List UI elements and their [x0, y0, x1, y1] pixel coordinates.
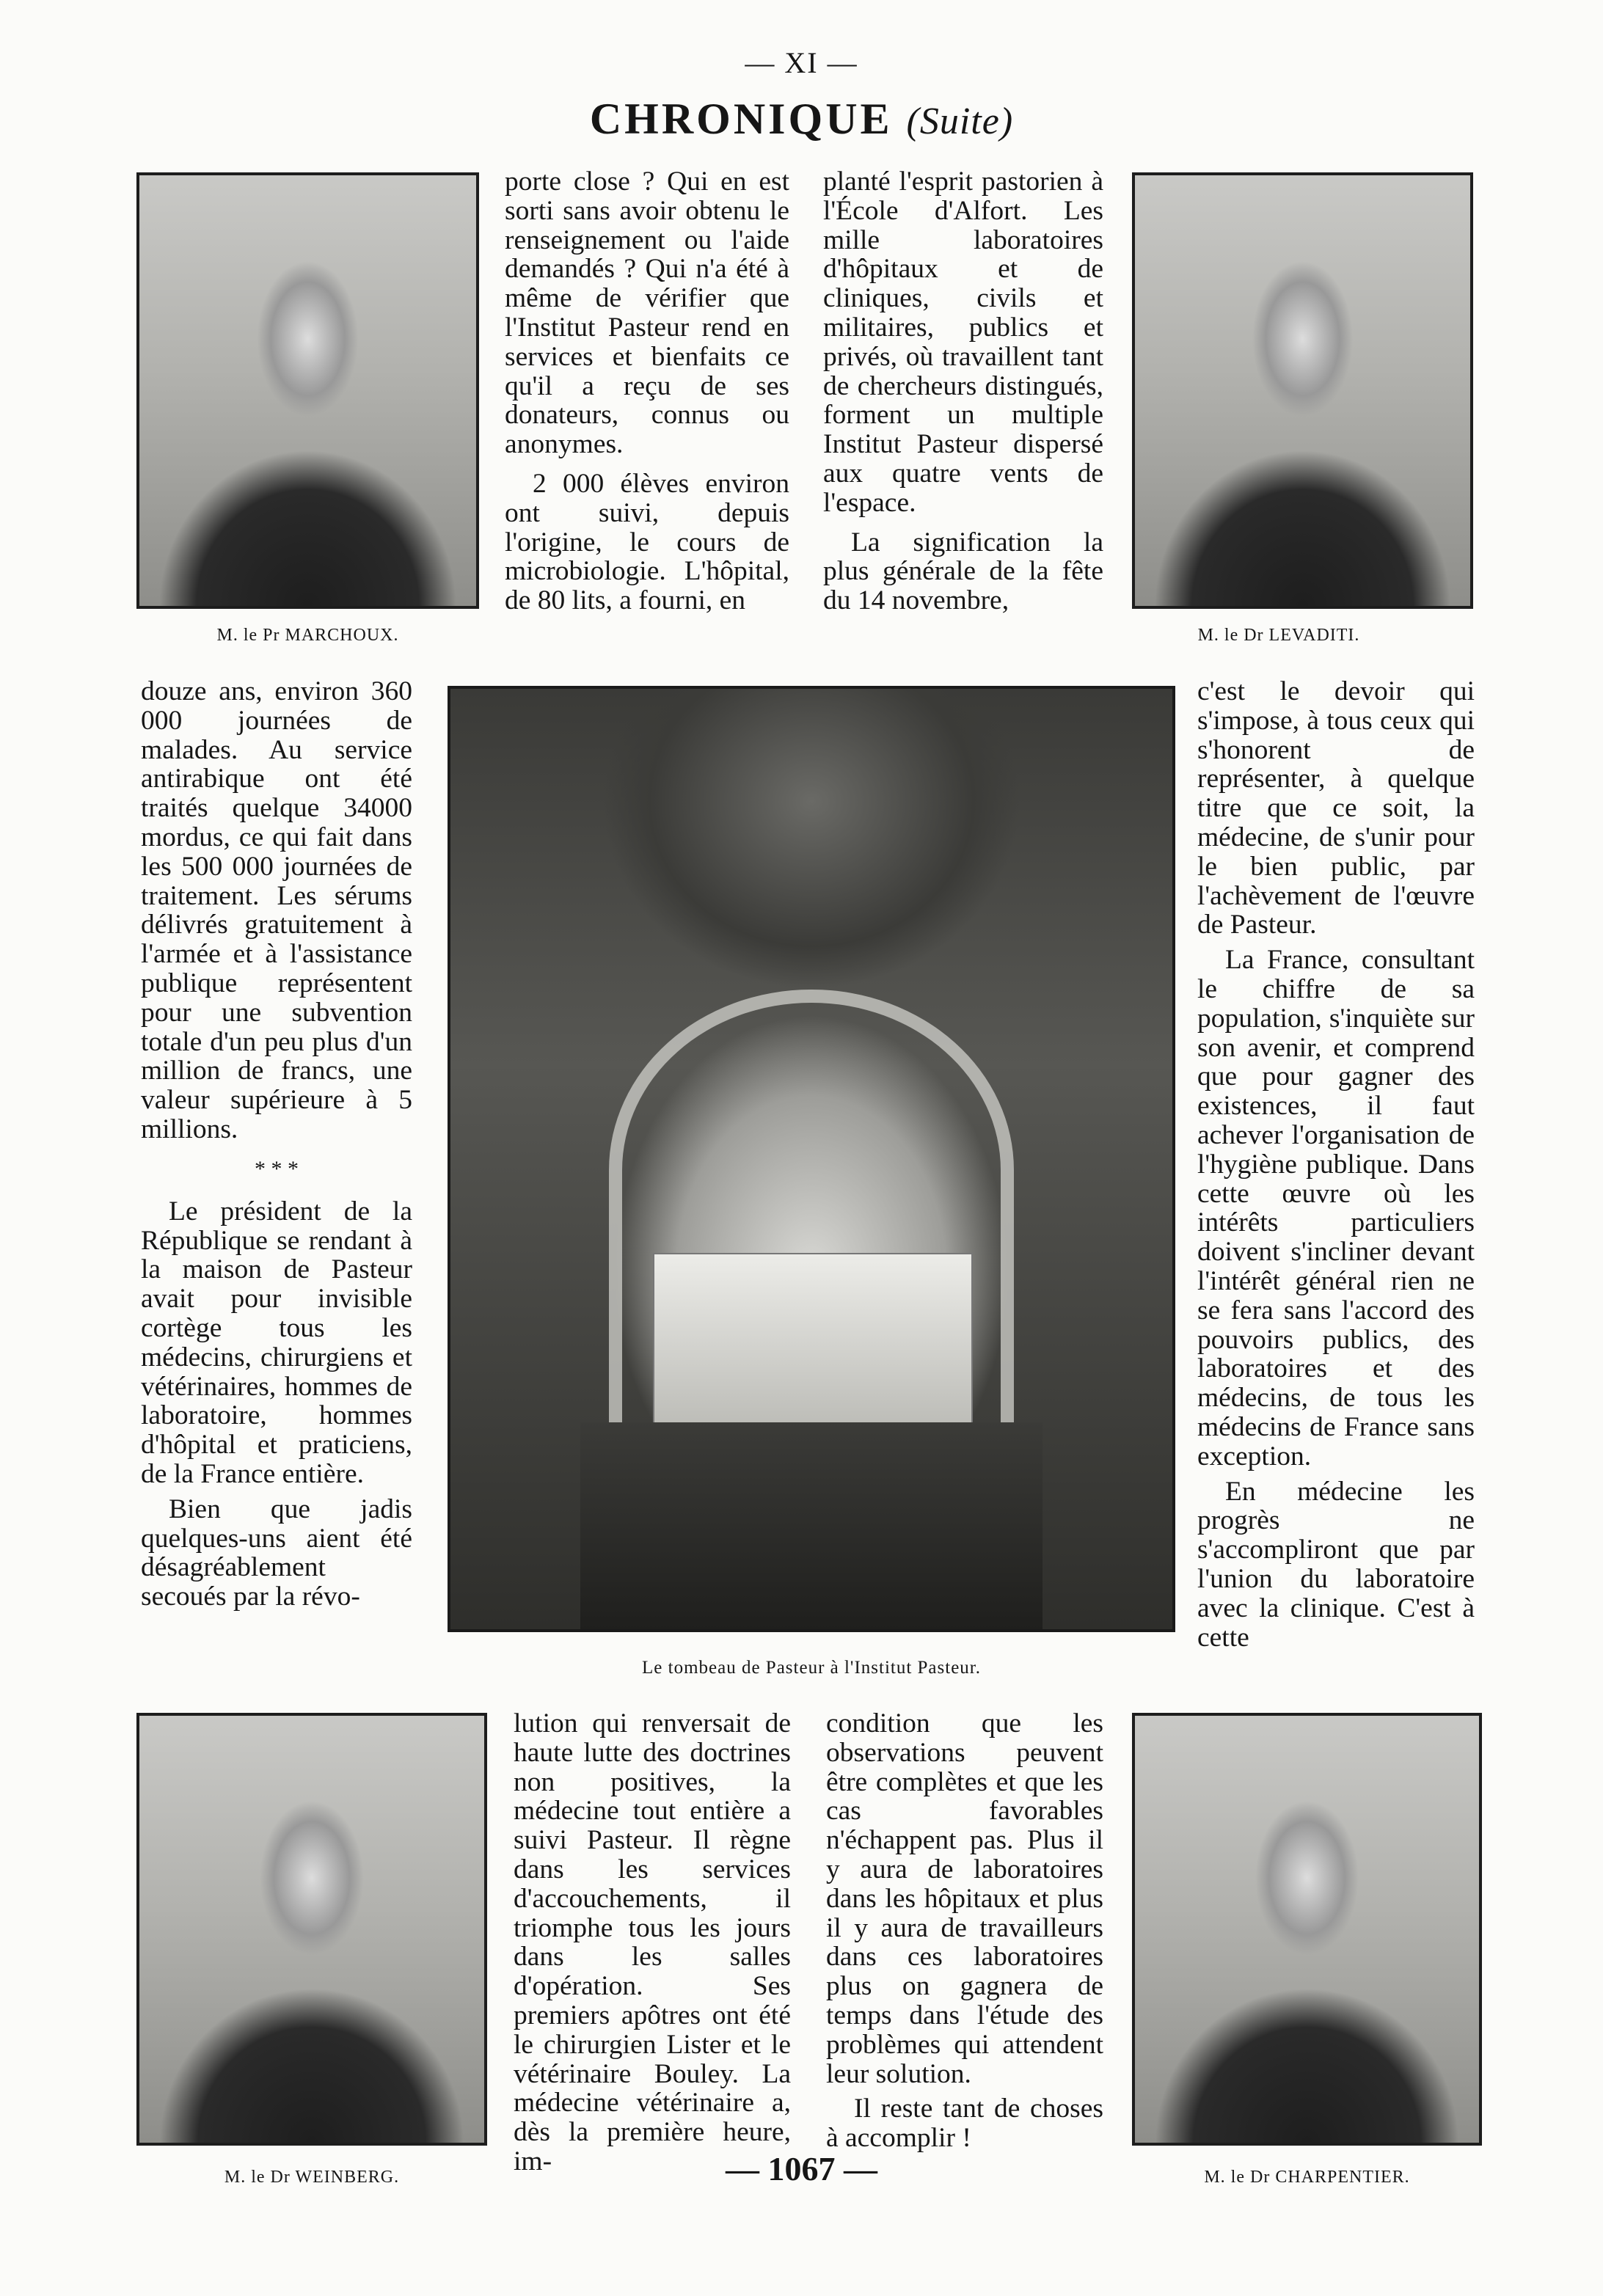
- floor-shape: [580, 1422, 1043, 1629]
- text-column-left: [141, 677, 412, 1617]
- caption-tomb: Le tombeau de Pasteur à l'Institut Pasteur.: [642, 1658, 981, 1678]
- paragraph: porte close ? Qui en est sorti sans avoir obtenu le renseignement ou l'aide demandés ? Qui n'a été à même de vérifier que l'Institut Pasteur rend en services et bienfaits ce qu'il a reçu de ses donateurs, connus ou anonymes.: [505, 167, 789, 460]
- page-title: [0, 94, 1603, 145]
- portrait-charpentier: [1132, 1713, 1482, 2146]
- paragraph: La France, consultant le chiffre de sa population, s'inquiète sur son avenir, et comprend que pour gagner des existences, il faut achever l'organisation de l'hygiène publique. Dans cette œuvre où les intérêts particuliers doivent s'incliner devant l'intérêt général rien ne se fera sans l'accord des pouvoirs publics, des laboratoires et des médecins, de tous les médecins de France sans exception.: [1197, 945, 1475, 1471]
- tomb-photograph: [448, 686, 1175, 1632]
- paragraph: Bien que jadis quelques-uns aient été désagréablement secoués par la révo-: [141, 1494, 412, 1612]
- paragraph: La signification la plus générale de la fête du 14 novembre,: [823, 527, 1103, 616]
- caption-charpentier: M. le Dr CHARPENTIER.: [1204, 2168, 1410, 2187]
- paragraph: 2 000 élèves environ ont suivi, depuis l'origine, le cours de microbiologie. L'hôpital, de 80 lits, a fourni, en: [505, 468, 789, 616]
- text-column-top-middle: [505, 167, 789, 621]
- section-separator: * * *: [255, 1156, 299, 1181]
- paragraph: Le président de la République se rendant à la maison de Pasteur avait pour invisible cortège tous les médecins, chirurgiens et vétérinaires, hommes de laboratoire, hommes d'hôpital et praticiens, de la France entière.: [141, 1196, 412, 1489]
- page-number: — 1067 —: [726, 2150, 877, 2187]
- portrait-weinberg: [136, 1713, 487, 2146]
- paragraph: condition que les observations peuvent être complètes et que les cas favorables n'échappent pas. Plus il y aura de laboratoires dans les hôpitaux et plus il y aura de travailleurs dans ces laboratoires plus on gagnera de temps dans l'étude des problèmes qui attendent leur solution.: [826, 1708, 1103, 2089]
- paragraph: lution qui renversait de haute lutte des doctrines non positives, la médecine tout entière a suivi Pasteur. Il règne dans les services d'accouchements, il triomphe tous les jours dans les salles d'opération. Ses premiers apôtres ont été le chirurgien Lister et le vétérinaire Bouley. La médecine vétérinaire a, dès la première heure, im-: [514, 1708, 791, 2176]
- text-column-bottom-right: [826, 1709, 1103, 2159]
- paragraph: planté l'esprit pastorien à l'École d'Alfort. Les mille laboratoires d'hôpitaux et de cliniques, civils et militaires, publics et privés, où travaillent tant de chercheurs distingués, forment un multiple Institut Pasteur dispersé aux quatre vents de l'espace.: [823, 167, 1103, 518]
- caption-levaditi: M. le Dr LEVADITI.: [1197, 626, 1360, 645]
- portrait-marchoux: [136, 172, 479, 609]
- title-suffix: (Suite): [906, 100, 1014, 142]
- portrait-levaditi: [1132, 172, 1473, 609]
- text-column-right: [1197, 677, 1475, 1658]
- altar-shape: [653, 1253, 974, 1425]
- paragraph: c'est le devoir qui s'impose, à tous ceux qui s'honorent de représenter, à quelque titre que ce soit, la médecine, de s'unir pour le bien public, par l'achèvement de l'œuvre de Pasteur.: [1197, 676, 1475, 940]
- caption-weinberg: M. le Dr WEINBERG.: [224, 2168, 400, 2187]
- page-roman-numeral: — XI —: [745, 46, 858, 79]
- title-text: CHRONIQUE: [589, 95, 893, 143]
- text-column-bottom-middle: [514, 1709, 791, 2182]
- paragraph: douze ans, environ 360 000 journées de malades. Au service antirabique ont été traités quelque 34000 mordus, ce qui fait dans les 500 000 journées de traitement. Les sérums délivrés gratuitement à l'armée et à l'assistance publique représentent pour une subvention totale d'un peu plus d'un million de francs, une valeur supérieure à 5 millions.: [141, 676, 412, 1144]
- caption-marchoux: M. le Pr MARCHOUX.: [216, 626, 399, 645]
- text-column-top-right: [823, 167, 1103, 621]
- paragraph: En médecine les progrès ne s'accompliront que par l'union du laboratoire avec la clinique. C'est à cette: [1197, 1476, 1475, 1653]
- paragraph: Il reste tant de choses à accomplir !: [826, 2094, 1103, 2154]
